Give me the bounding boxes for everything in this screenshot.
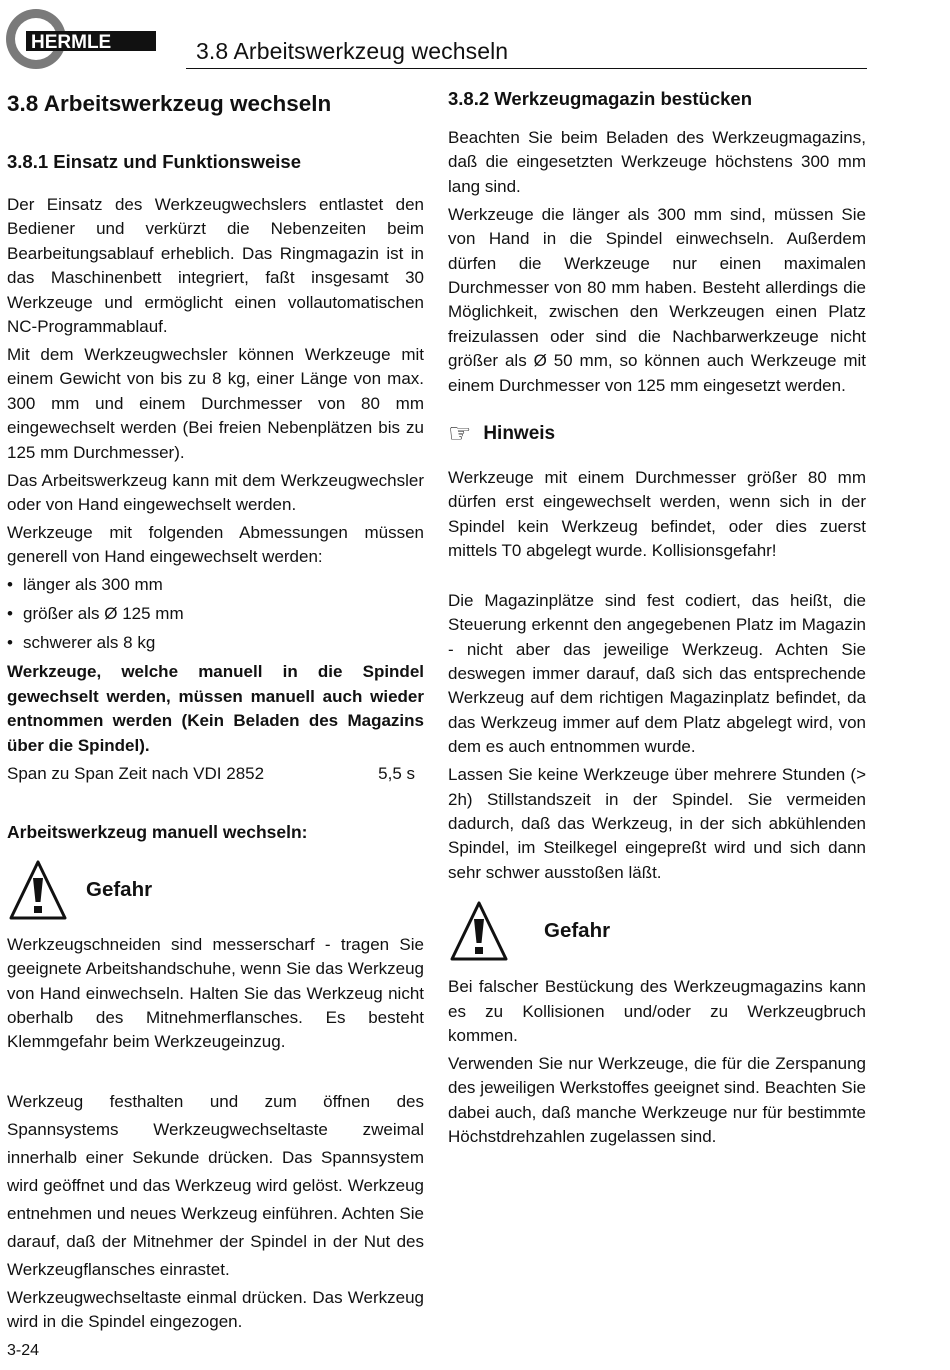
spec-value: 5,5 s [378, 763, 415, 783]
hint-text: Werkzeuge mit einem Durchmesser größer 80 mm dürfen erst eingewechselt werden, wenn sich in der Spindel kein Werkzeug befindet, oder dies zuerst mittels T0 abgelegt wurde. Kollisionsgefahr! [448, 468, 866, 561]
page-number: 3-24 [7, 1342, 40, 1359]
header-rule [186, 68, 867, 69]
paragraph-loading: Beachten Sie beim Beladen des Werkzeugmagazins, daß die eingesetzten Werkzeuge höchstens 300 mm lang sind. [448, 128, 866, 196]
pointing-hand-icon: ☞ [448, 418, 472, 449]
section-title: 3.8 Arbeitswerkzeug wechseln [7, 91, 332, 116]
hint-callout [448, 418, 866, 449]
paragraph-standstill: Lassen Sie keine Werkzeuge über mehrere Stunden (> 2h) Stillstandszeit in der Spindel. Sie vermeiden dadurch, daß das Werkzeug, in der sich abkühlenden Spindel, im Steilkegel eingepreßt wird und sich dann sehr schwer ausstoßen läßt. [448, 765, 866, 882]
paragraph-bold-notice: Werkzeuge, welche manuell in die Spindel gewechselt werden, müssen manuell auch wieder entnommen werden (Kein Beladen des Magazins über die Spindel). [7, 662, 424, 755]
paragraph-dimensions: Werkzeuge mit folgenden Abmessungen müssen generell von Hand eingewechselt werden: [7, 523, 424, 567]
danger-label: Gefahr [544, 919, 611, 943]
danger-text: Werkzeugschneiden sind messerscharf - tragen Sie geeignete Arbeitshandschuhe, wenn Sie das Werkzeug von Hand einwechseln. Halten Sie das Werkzeug nicht oberhalb des Mitnehmerflansches. Es besteht Klemmgefahr beim Werkzeugeinzug. [7, 934, 424, 1052]
paragraph-manual-option: Das Arbeitswerkzeug kann mit dem Werkzeugwechsler oder von Hand eingewechselt werden. [7, 470, 424, 515]
danger-text: Bei falscher Bestückung des Werkzeugmagazins kann es zu Kollisionen und/oder zu Werkzeugbruch kommen. [448, 977, 866, 1045]
warning-triangle-icon [448, 899, 510, 963]
subsection-title-3-8-1: 3.8.1 Einsatz und Funktionsweise [7, 151, 302, 172]
right-column [448, 84, 866, 1153]
hint-label: Hinweis [483, 423, 556, 445]
spec-label: Span zu Span Zeit nach VDI 2852 [7, 763, 265, 783]
list-item: • größer als Ø 125 mm [7, 602, 424, 626]
danger-label: Gefahr [86, 877, 153, 901]
logo-text: HERMLE [31, 32, 112, 53]
paragraph-intro: Der Einsatz des Werkzeugwechslers entlastet den Bediener und verkürzt die Nebenzeiten beim Bearbeitungsablauf erheblich. Das Ringmagazin ist in das Maschinenbett integriert, faßt insgesamt 30 Werkzeuge und ermöglicht einen vollautomatischen NC-Programmablauf. [7, 195, 424, 337]
running-header-title: 3.8 Arbeitswerkzeug wechseln [196, 38, 509, 64]
paragraph-coding: Die Magazinplätze sind fest codiert, das heißt, die Steuerung erkennt den angegebenen Platz im Magazin - nicht aber das jeweilige Werkzeug. Achten Sie deswegen immer darauf, daß sich das entsprechende Werkzeug auf dem richtigen Magazinplatz befindet, da das Werkzeug immer auf dem Platz abgelegt wird, von dem es auch entnommen wurde. [448, 590, 866, 757]
hermle-logo [6, 7, 156, 71]
paragraph-length-limits: Werkzeuge die länger als 300 mm sind, müssen Sie von Hand in die Spindel einwechseln. Außerdem dürfen die Werkzeuge nur einen maximalen Durchmesser von 80 mm haben. Besteht allerdings die Möglichkeit, zwischen den Werkzeugen einen Platz freizulassen oder sind die Nachbarwerkzeuge nicht größer als Ø 50 mm, so können auch Werkzeuge mit einem Durchmesser von 125 mm eingesetzt werden. [448, 204, 866, 395]
paragraph-procedure: Werkzeug festhalten und zum öffnen des Spannsystems Werkzeugwechseltaste zweimal innerhalb einer Sekunde drücken. Das Spannsystem wird geöffnet und das Werkzeug wird gelöst. Werkzeug entnehmen und neues Werkzeug einführen. Achten Sie darauf, daß der Mitnehmer der Spindel in der Nut des Werkzeugflansches einrastet. [7, 1091, 424, 1279]
subsection-title-3-8-2: 3.8.2 Werkzeugmagazin bestücken [448, 88, 752, 109]
list-item: • länger als 300 mm [7, 573, 424, 597]
dimension-list [7, 573, 424, 655]
paragraph-procedure-end: Werkzeugwechseltaste einmal drücken. Das Werkzeug wird in die Spindel eingezogen. [7, 1287, 424, 1332]
danger-callout [448, 899, 866, 963]
list-item: • schwerer als 8 kg [7, 631, 424, 655]
paragraph-tool-selection: Verwenden Sie nur Werkzeuge, die für die Zerspanung des jeweiligen Werkstoffes geeignet sind. Beachten Sie dabei auch, daß manche Werkzeuge nur für bestimmte Höchstdrehzahlen zugelassen sind. [448, 1053, 866, 1147]
spec-row [7, 762, 424, 786]
left-column [7, 84, 424, 1338]
warning-triangle-icon [7, 858, 69, 922]
danger-callout [7, 858, 424, 922]
paragraph-capacity: Mit dem Werkzeugwechsler können Werkzeuge mit einem Gewicht von bis zu 8 kg, einer Länge von max. 300 mm und einem Durchmesser von 80 mm eingewechselt werden (Bei freien Nebenplätzen bis zu 125 mm Durchmesser). [7, 345, 424, 462]
manual-change-heading: Arbeitswerkzeug manuell wechseln: [7, 821, 308, 842]
